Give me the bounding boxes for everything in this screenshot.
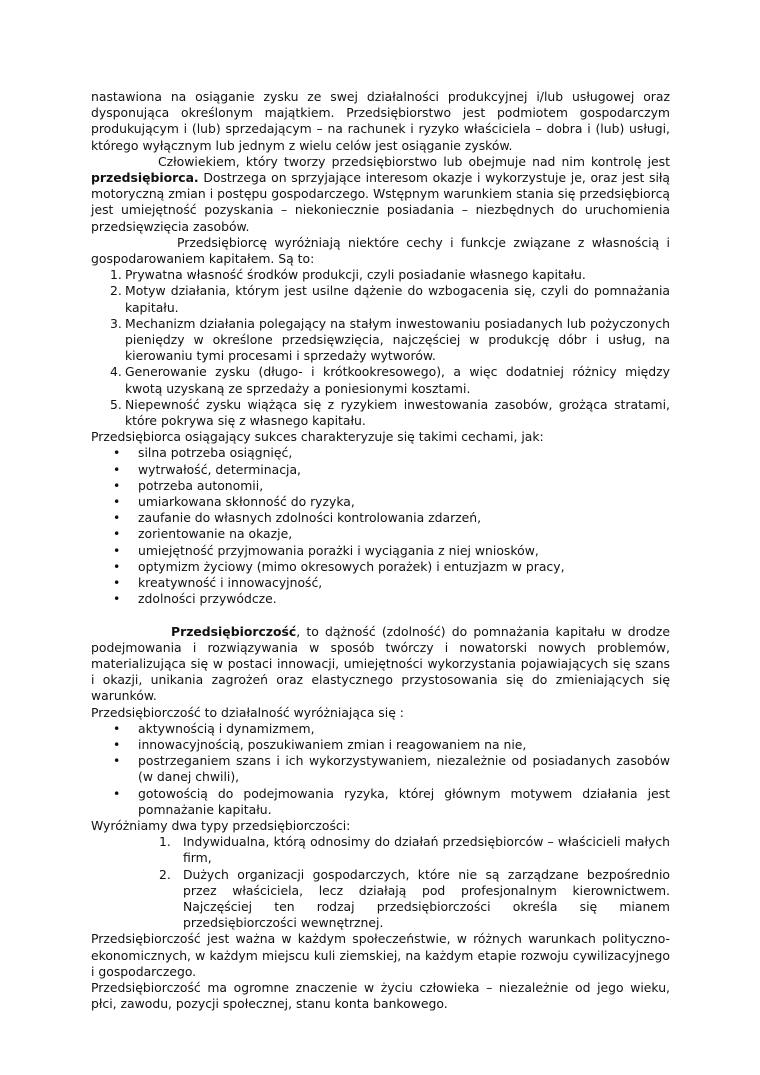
paragraph-activity-intro: Przedsiębiorczość to działalność wyróżniająca się : [91,704,404,720]
bullet-icon: • [113,494,121,510]
list-item [91,510,670,526]
spacer [91,608,670,624]
bullet-icon: • [113,445,121,461]
bullet-icon: • [113,753,121,769]
list-item-text: Generowanie zysku (długo- i krótkookresowego), a więc dodatniej różnicy między kwotą uzyskaną ze sprzedaży a poniesionymi kosztami. [125,364,670,396]
bullet-icon: • [113,542,121,558]
list-item-text: zdolności przywódcze. [138,591,277,607]
paragraph-closing-2: Przedsiębiorczość ma ogromne znaczenie w życiu człowieka – niezależnie od jego wieku, płci, zawodu, pozycji społecznej, stanu konta bankowego. [91,979,670,1012]
paragraph-entrepreneur-rest: Dostrzega on sprzyjające interesom okazje i wykorzystuje je, oraz jest siłą motoryczną zmian i postępu gospodarczego. Wstępnym warunkiem stania się przedsiębiorcą jest umiejętność pozyskania – niekoniecznie posiadania – niezbędnych do uruchomienia przedsięwzięcia zasobów. [91,170,670,234]
list-number: 4. [110,364,122,380]
paragraph-types-intro: Wyróżniamy dwa typy przedsiębiorczości: [91,817,351,833]
bullet-icon: • [113,720,121,736]
list-item [91,316,670,365]
list-item [91,445,670,461]
list-item-text: Mechanizm działania polegający na stałym inwestowaniu posiadanych lub pożyczonych pieniędzy w określone przedsięwzięcia, najczęściej w produkcję dóbr i usług, na kierowaniu tymi procesami i sprzedaży wytworów. [125,315,670,364]
list-item [91,267,670,283]
bullet-icon: • [113,461,121,477]
list-item-text: silna potrzeba osiągnięć, [138,445,293,461]
list-number: 1. [159,834,171,850]
bullet-icon: • [113,785,121,801]
list-item-text: innowacyjnością, poszukiwaniem zmian i reagowaniem na nie, [138,736,527,752]
list-number: 2. [159,866,171,882]
term-entrepreneur: przedsiębiorca. [91,170,199,186]
list-item-text: Niepewność zysku wiążąca się z ryzykiem inwestowania zasobów, grożąca stratami, które pokrywa się z własnego kapitału. [125,396,670,429]
list-item-text: zaufanie do własnych zdolności kontrolowania zdarzeń, [138,510,482,526]
list-item-text: Motyw działania, którym jest usilne dążenie do wzbogacenia się, czyli do pomnażania kapitału. [125,283,670,315]
list-item-text: zorientowanie na okazje, [138,526,293,542]
activity-traits-list [91,721,670,818]
list-number: 3. [110,315,122,331]
list-item-text: potrzeba autonomii, [138,477,264,493]
paragraph-entrepreneur-lead: Człowiekiem, który tworzy przedsiębiorstwo lub obejmuje nad nim kontrolę jest [158,153,670,169]
list-item-text: Dużych organizacji gospodarczych, które nie są zarządzane bezpośrednio przez właściciela, lecz działają pod profesjonalnym kierownictwem. Najczęściej ten rodzaj przedsiębiorczości określa się mianem przedsiębiorczości wewnętrznej. [183,866,670,931]
list-item [91,737,670,753]
bullet-icon: • [113,736,121,752]
list-number: 1. [110,267,122,283]
list-number: 2. [110,283,122,299]
paragraph-entrepreneur [91,154,670,235]
list-item-text: Indywidualna, którą odnosimy do działań przedsiębiorców – właścicieli małych firm, [183,834,670,866]
list-item [91,786,670,818]
list-item-text: optymizm życiowy (mimo okresowych porażek) i entuzjazm w pracy, [138,558,565,574]
list-item-text: kreatywność i innowacyjność, [138,575,323,591]
success-traits-list [91,445,670,607]
list-item [91,721,670,737]
bullet-icon: • [113,526,121,542]
list-item-text: gotowością do podejmowania ryzyka, której głównym motywem działania jest pomnażanie kapitału. [138,785,670,817]
bullet-icon: • [113,558,121,574]
list-item [91,462,670,478]
list-item [91,283,670,315]
paragraph-definition [91,624,670,705]
types-list [91,834,670,931]
paragraph-closing-1: Przedsiębiorczość jest ważna w każdym społeczeństwie, w różnych warunkach polityczno-ekonomicznych, w każdym miejscu kuli ziemskiej, na każdym etapie rozwoju cywilizacyjnego i gospodarczego. [91,931,670,979]
list-item-text: umiarkowana skłonność do ryzyka, [138,494,355,510]
bullet-icon: • [113,477,121,493]
list-item [91,397,670,429]
document-page [91,89,670,1012]
paragraph-success-intro: Przedsiębiorca osiągający sukces charakteryzuje się takimi cechami, jak: [91,429,544,445]
list-item [91,559,670,575]
list-item [91,753,670,785]
list-item [91,834,670,866]
paragraph-intro: nastawiona na osiąganie zysku ze swej działalności produkcyjnej i/lub usługowej oraz dysponująca określonym majątkiem. Przedsiębiorstwo jest podmiotem gospodarczym produkującym i (lub) sprzedającym – na rachunek i ryzyko właściciela – dobra i (lub) usługi, którego wyłącznym lub jednym z wielu celów jest osiąganie zysków. [91,89,670,153]
term-entrepreneurship: Przedsiębiorczość [171,623,297,639]
bullet-icon: • [113,591,121,607]
list-item [91,478,670,494]
bullet-icon: • [113,575,121,591]
list-item [91,364,670,396]
list-item [91,526,670,542]
list-item-text: aktywnością i dynamizmem, [138,720,315,736]
list-item [91,591,670,607]
list-item-text: wytrwałość, determinacja, [138,461,301,477]
features-list [91,267,670,429]
list-item-text: Prywatna własność środków produkcji, czyli posiadanie własnego kapitału. [125,267,586,283]
list-number: 5. [110,396,122,412]
paragraph-features-intro: Przedsiębiorcę wyróżniają niektóre cechy i funkcje związane z własnością i gospodarowaniem kapitałem. Są to: [91,234,670,267]
list-item-text: postrzeganiem szans i ich wykorzystywaniem, niezależnie od posiadanych zasobów (w danej chwili), [138,753,670,785]
bullet-icon: • [113,510,121,526]
list-item [91,575,670,591]
list-item [91,543,670,559]
paragraph-definition-rest: , to dążność (zdolność) do pomnażania kapitału w drodze podejmowania i rozwiązywania w sposób twórczy i nowatorski nowych problemów, materializująca się w postaci innowacji, umiejętności wykorzystania pojawiających się szans i okazji, unikania zagrożeń oraz elastycznego przystosowania się do zmieniających się warunków. [91,623,670,704]
list-item [91,867,670,932]
list-item-text: umiejętność przyjmowania porażki i wyciągania z niej wniosków, [138,542,539,558]
list-item [91,494,670,510]
